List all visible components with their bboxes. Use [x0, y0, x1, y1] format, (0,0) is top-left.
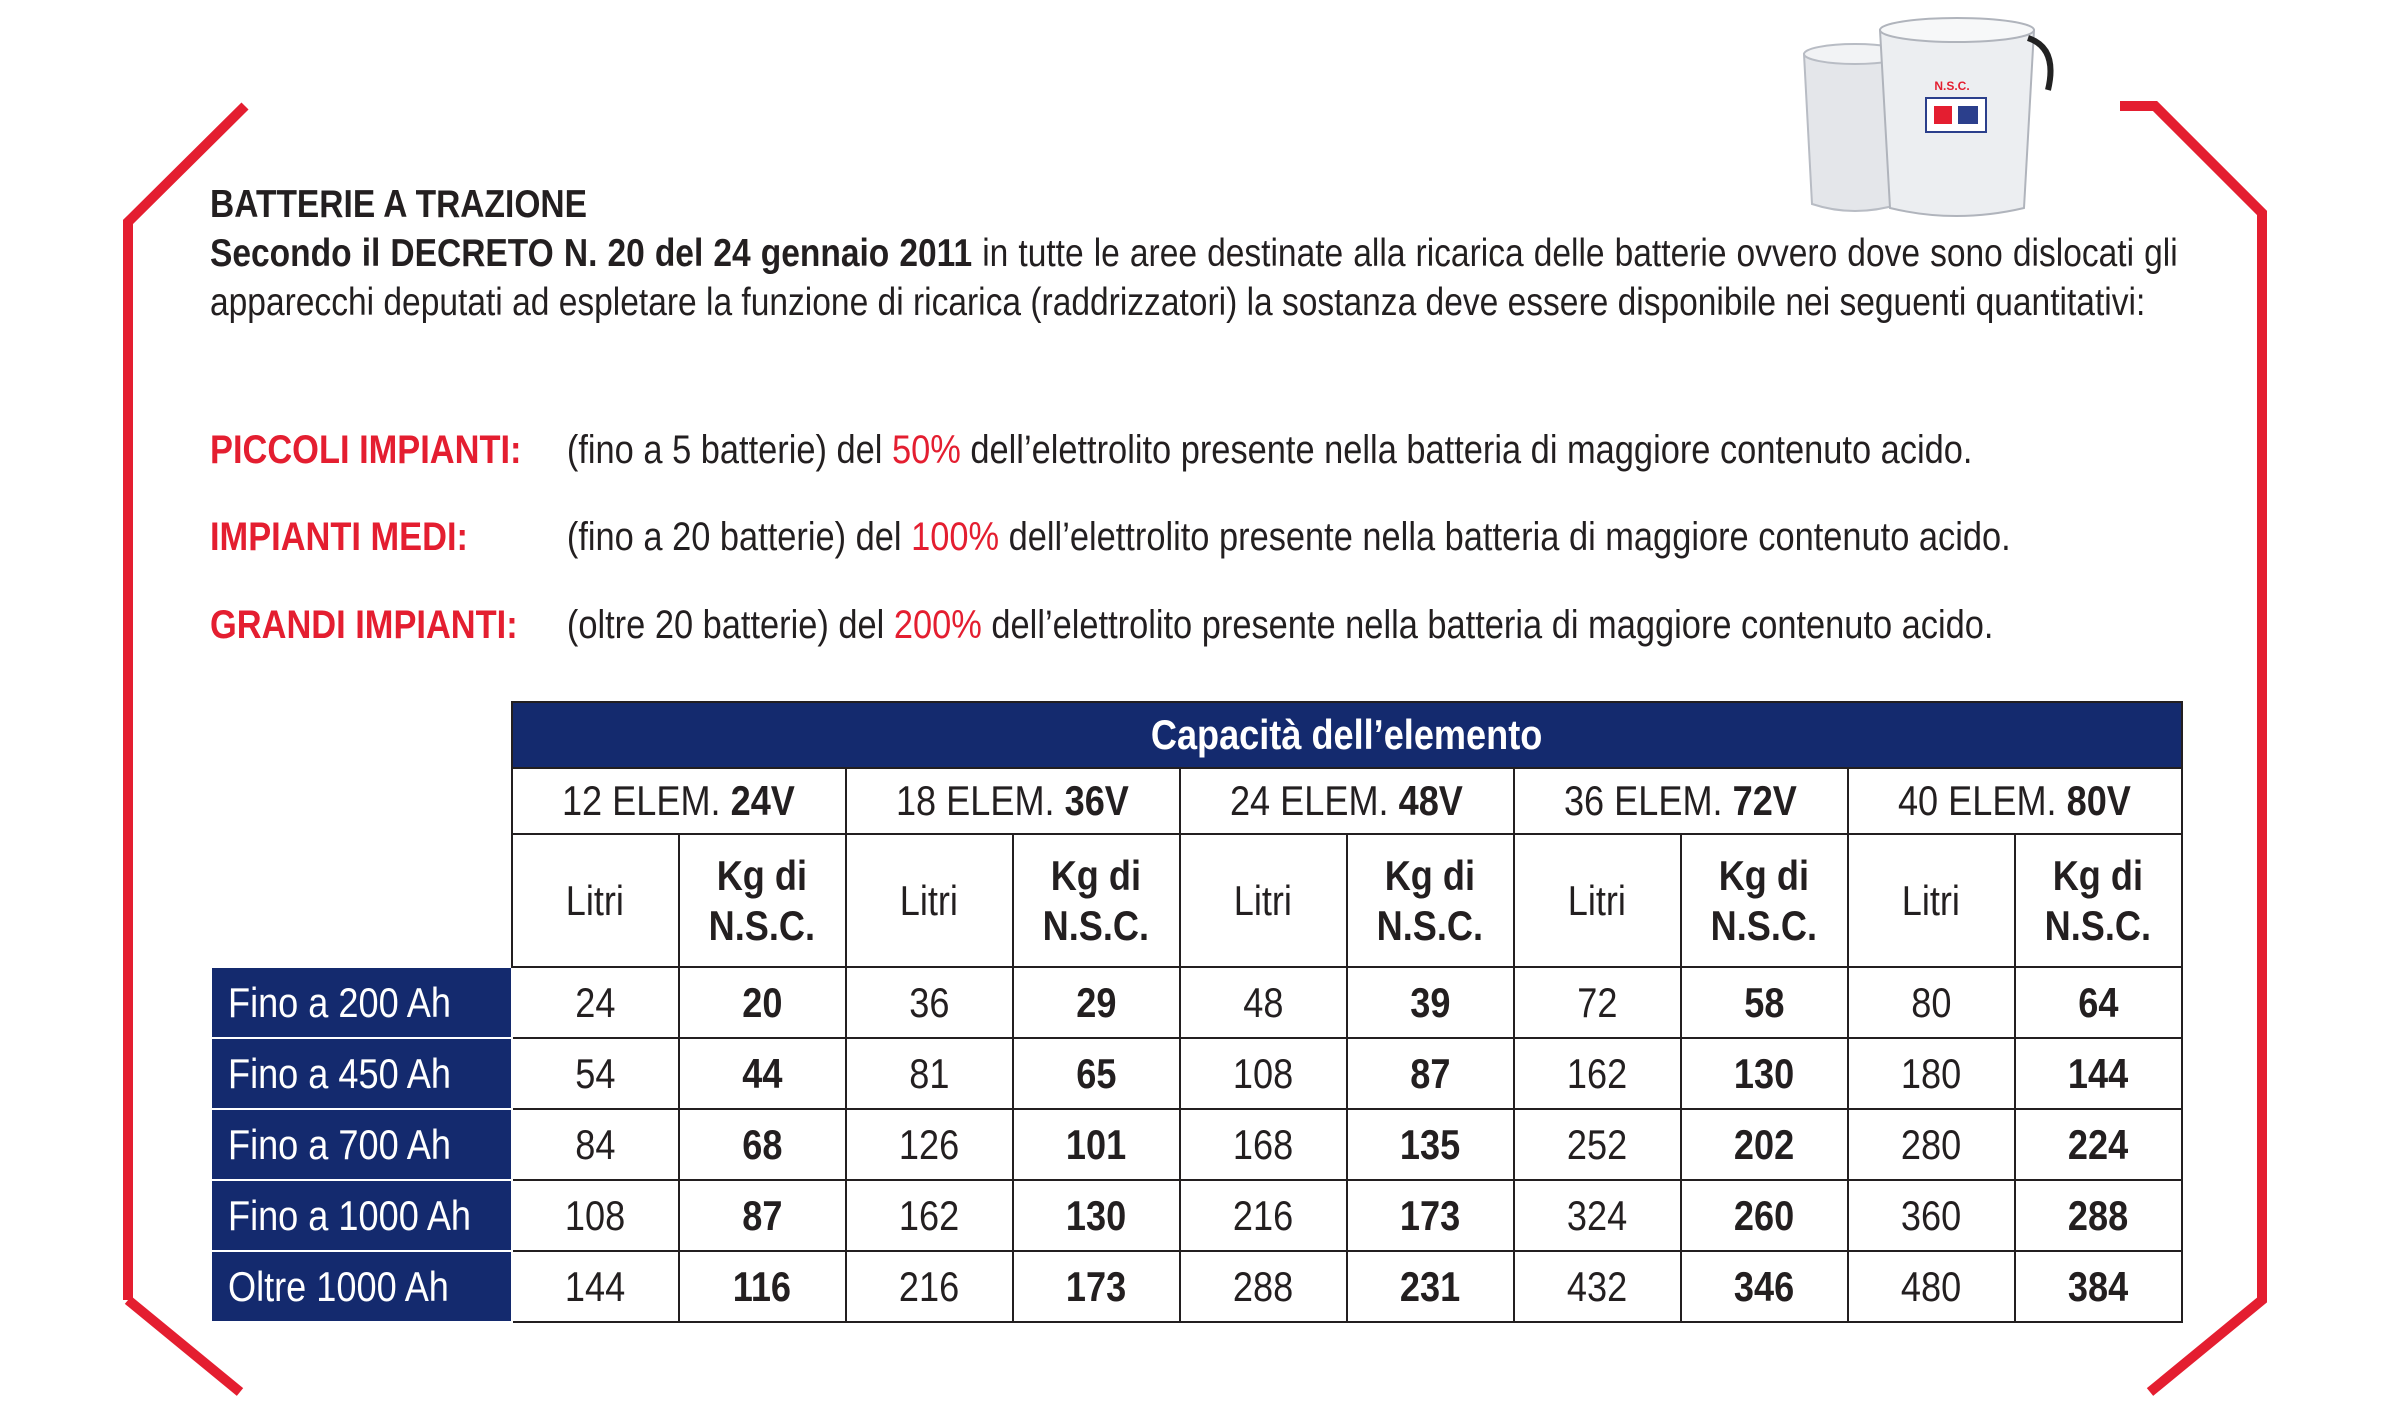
group-header: 24 ELEM. 48V: [1180, 768, 1514, 834]
cell-kg: 130: [1681, 1038, 1848, 1109]
cell-litri: 180: [1848, 1038, 2015, 1109]
sub-header-litri: Litri: [512, 834, 679, 967]
group-header: 40 ELEM. 80V: [1848, 768, 2182, 834]
sub-header-litri: Litri: [846, 834, 1013, 967]
cell-kg: 130: [1013, 1180, 1180, 1251]
cell-kg: 20: [679, 967, 846, 1038]
intro-paragraph: [210, 180, 2178, 327]
cell-kg: 288: [2015, 1180, 2182, 1251]
sub-header-kg: Kg di N.S.C.: [679, 834, 846, 967]
decree-description: in tutte le aree destinate alla ricarica delle batterie ovvero dove sono dislocati gli apparecchi deputati ad espletare la funzione di ricarica (raddrizzatori) la sostanza deve essere disponibile nei seguenti quantitativi:: [210, 232, 2178, 324]
cell-kg: 87: [679, 1180, 846, 1251]
plant-description: (fino a 20 batterie) del 100% dell’elettrolito presente nella batteria di maggiore contenuto acido.: [566, 515, 2011, 559]
row-label: Fino a 200 Ah: [211, 967, 512, 1038]
row-label: Fino a 1000 Ah: [211, 1180, 512, 1251]
cell-kg: 202: [1681, 1109, 1848, 1180]
cell-kg: 116: [679, 1251, 846, 1322]
cell-litri: 108: [1180, 1038, 1347, 1109]
cell-litri: 81: [846, 1038, 1013, 1109]
plant-label: PICCOLI IMPIANTI:: [210, 428, 522, 472]
cell-kg: 231: [1347, 1251, 1514, 1322]
percentage: 50%: [891, 428, 961, 472]
cell-kg: 260: [1681, 1180, 1848, 1251]
sub-header-litri: Litri: [1514, 834, 1681, 967]
cell-litri: 280: [1848, 1109, 2015, 1180]
sub-header-litri: Litri: [1848, 834, 2015, 967]
table-row: [211, 1038, 2182, 1109]
cell-litri: 288: [1180, 1251, 1347, 1322]
bucket-logo-text: N.S.C.: [1934, 79, 1970, 93]
cell-litri: 72: [1514, 967, 1681, 1038]
decree-reference: Secondo il DECRETO N. 20 del 24 gennaio 2011: [210, 232, 973, 275]
cell-litri: 168: [1180, 1109, 1347, 1180]
cell-kg: 224: [2015, 1109, 2182, 1180]
table-row: [211, 1180, 2182, 1251]
capacity-table: [210, 701, 2183, 1323]
sub-header-kg: Kg di N.S.C.: [1013, 834, 1180, 967]
table-row: [211, 967, 2182, 1038]
row-label: Fino a 450 Ah: [211, 1038, 512, 1109]
cell-kg: 101: [1013, 1109, 1180, 1180]
cell-litri: 216: [846, 1251, 1013, 1322]
cell-litri: 480: [1848, 1251, 2015, 1322]
group-header: 36 ELEM. 72V: [1514, 768, 1848, 834]
cell-kg: 58: [1681, 967, 1848, 1038]
cell-kg: 29: [1013, 967, 1180, 1038]
cell-kg: 68: [679, 1109, 846, 1180]
cell-litri: 54: [512, 1038, 679, 1109]
table-header: Capacità dell’elemento: [512, 702, 2182, 768]
cell-kg: 65: [1013, 1038, 1180, 1109]
cell-litri: 36: [846, 967, 1013, 1038]
cell-litri: 48: [1180, 967, 1347, 1038]
table-row: [211, 1251, 2182, 1322]
row-label: Oltre 1000 Ah: [211, 1251, 512, 1322]
cell-litri: 126: [846, 1109, 1013, 1180]
cell-kg: 173: [1013, 1251, 1180, 1322]
sub-header-kg: Kg di N.S.C.: [2015, 834, 2182, 967]
group-header: 12 ELEM. 24V: [512, 768, 846, 834]
cell-litri: 84: [512, 1109, 679, 1180]
sub-header-litri: Litri: [1180, 834, 1347, 967]
section-title: BATTERIE A TRAZIONE: [210, 183, 588, 226]
cell-kg: 44: [679, 1038, 846, 1109]
percentage: 200%: [893, 603, 982, 647]
cell-litri: 108: [512, 1180, 679, 1251]
cell-litri: 216: [1180, 1180, 1347, 1251]
cell-kg: 384: [2015, 1251, 2182, 1322]
plant-description: (fino a 5 batterie) del 50% dell’elettrolito presente nella batteria di maggiore contenuto acido.: [566, 428, 1973, 472]
cell-litri: 162: [846, 1180, 1013, 1251]
cell-kg: 39: [1347, 967, 1514, 1038]
sub-header-row: [211, 834, 2182, 967]
plant-description: (oltre 20 batterie) del 200% dell’elettrolito presente nella batteria di maggiore contenuto acido.: [566, 603, 1994, 647]
cell-kg: 87: [1347, 1038, 1514, 1109]
percentage: 100%: [911, 515, 1000, 559]
table-corner: [211, 702, 512, 768]
row-label: Fino a 700 Ah: [211, 1109, 512, 1180]
group-header-row: [211, 768, 2182, 834]
table-row: [211, 1109, 2182, 1180]
cell-kg: 64: [2015, 967, 2182, 1038]
cell-kg: 135: [1347, 1109, 1514, 1180]
sub-header-kg: Kg di N.S.C.: [1347, 834, 1514, 967]
table-body: [211, 967, 2182, 1322]
cell-litri: 24: [512, 967, 679, 1038]
group-header: 18 ELEM. 36V: [846, 768, 1180, 834]
cell-kg: 144: [2015, 1038, 2182, 1109]
cell-litri: 432: [1514, 1251, 1681, 1322]
cell-litri: 80: [1848, 967, 2015, 1038]
sub-header-kg: Kg di N.S.C.: [1681, 834, 1848, 967]
cell-litri: 162: [1514, 1038, 1681, 1109]
plant-label: IMPIANTI MEDI:: [210, 515, 468, 559]
cell-litri: 144: [512, 1251, 679, 1322]
cell-kg: 173: [1347, 1180, 1514, 1251]
cell-litri: 252: [1514, 1109, 1681, 1180]
cell-litri: 360: [1848, 1180, 2015, 1251]
cell-litri: 324: [1514, 1180, 1681, 1251]
cell-kg: 346: [1681, 1251, 1848, 1322]
plant-label: GRANDI IMPIANTI:: [210, 603, 518, 647]
